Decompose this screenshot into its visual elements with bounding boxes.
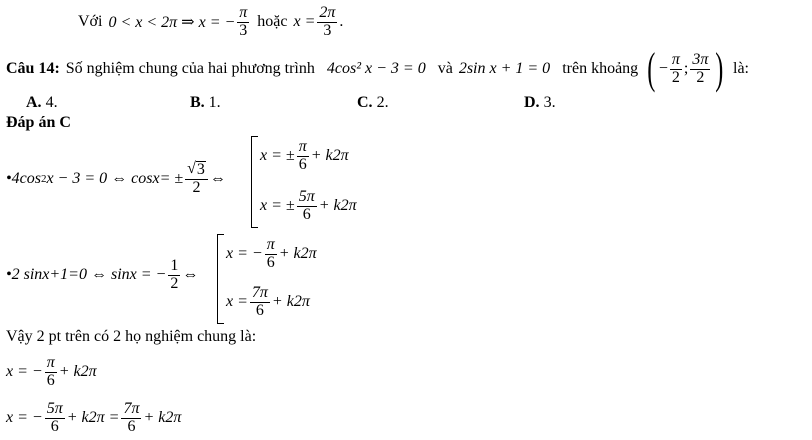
sol-mid: + k2π =: [66, 409, 120, 426]
question-interval-text: trên khoảng: [562, 60, 639, 77]
case-fraction: [297, 189, 317, 224]
intro-fraction-1: [237, 5, 249, 40]
conclusion-text: Vậy 2 pt trên có 2 họ nghiệm chung là:: [6, 328, 257, 345]
frac-num: 7π: [251, 283, 268, 301]
question-eq2: 2sin x + 1 = 0: [458, 60, 551, 77]
step2-arrow: ⇔: [182, 266, 199, 283]
step2-case1: [226, 232, 317, 276]
step2-lhs: •2 sinx+1=0 ⇔ sinx = −: [6, 266, 167, 283]
option-value: 1.: [208, 94, 221, 111]
frac-num: 5π: [46, 399, 63, 417]
sol-post: + k2π: [143, 409, 182, 426]
option-d: [524, 94, 556, 112]
step1-lhs2: x − 3 = 0 ⇔ cosx= ±: [46, 170, 184, 187]
frac-num: 7π: [123, 399, 140, 417]
step1-fraction: [185, 161, 208, 197]
left-paren: (: [647, 44, 656, 93]
solution-2: [6, 396, 181, 440]
frac-den: 6: [298, 155, 307, 173]
frac-num: π: [266, 235, 275, 253]
case-post: + k2π: [278, 245, 317, 262]
frac-num: π: [46, 353, 55, 371]
sqrt: √ 3: [187, 160, 205, 179]
frac-den: 3: [239, 21, 248, 39]
frac-num: 5π: [298, 187, 315, 205]
sol-pre: x = −: [6, 409, 43, 426]
interval-separator: ;: [683, 60, 689, 77]
question-tail: là:: [733, 60, 749, 77]
intro-prefix: Với: [78, 13, 103, 30]
option-b: [190, 94, 221, 112]
intro-fraction-2: [317, 5, 337, 40]
step1-case2: [260, 184, 357, 228]
step2-case2: [226, 280, 310, 324]
right-paren: ): [715, 44, 724, 93]
frac-den: 2: [696, 68, 705, 86]
case-fraction: [297, 139, 309, 174]
option-letter: B.: [190, 94, 205, 111]
sol-fraction: [45, 355, 57, 390]
case-fraction: [250, 285, 270, 320]
solution-1: [6, 350, 97, 394]
frac-num: 1: [170, 256, 179, 274]
case-post: + k2π: [310, 147, 349, 164]
question-line: [6, 46, 749, 92]
frac-num: 3π: [692, 50, 709, 68]
frac-den: 6: [302, 205, 311, 223]
option-letter: D.: [524, 94, 540, 111]
option-letter: C.: [357, 94, 373, 111]
case-post: + k2π: [271, 293, 310, 310]
frac-den: 6: [50, 417, 59, 435]
question-text: Số nghiệm chung của hai phương trình: [65, 60, 315, 77]
sol-post: + k2π: [58, 363, 97, 380]
step2-bracket: [217, 234, 224, 324]
option-value: 4.: [45, 94, 58, 111]
interval-fraction-b: [690, 52, 710, 87]
step1-bracket: [251, 136, 258, 228]
frac-num: 2π: [319, 3, 336, 21]
option-value: 3.: [543, 94, 556, 111]
step2-fraction: [168, 258, 180, 293]
intro-x-eq: x =: [293, 13, 316, 30]
frac-num: π: [298, 137, 307, 155]
intro-joiner: hoặc: [257, 13, 288, 30]
step1-case1: [260, 134, 349, 178]
sol-pre: x = −: [6, 363, 43, 380]
sqrt-radicand: 3: [196, 161, 205, 179]
step1-lhs: •4cos: [6, 170, 41, 187]
frac-num: π: [671, 50, 680, 68]
question-label: Câu 14:: [6, 60, 60, 77]
option-value: 2.: [376, 94, 389, 111]
option-letter: A.: [26, 94, 42, 111]
case-post: + k2π: [318, 197, 357, 214]
interval-fraction-a: [670, 52, 682, 87]
answer-label: Đáp án C: [6, 114, 71, 131]
sol-fraction-1: [45, 401, 65, 436]
frac-den: 6: [266, 253, 275, 271]
option-c: [357, 94, 389, 112]
question-and: và: [437, 60, 453, 77]
step1-line: [6, 154, 226, 204]
intro-end: .: [339, 13, 344, 30]
sol-fraction-2: [121, 401, 141, 436]
frac-den: 2: [170, 274, 179, 292]
step2-line: [6, 250, 198, 300]
frac-den: 2: [671, 68, 680, 86]
frac-den: 6: [255, 301, 264, 319]
option-a: [26, 94, 58, 112]
case-fraction: [265, 237, 277, 272]
case-pre: x = ±: [260, 197, 295, 214]
question-eq1: 4cos² x − 3 = 0: [326, 60, 426, 77]
frac-den: 3: [323, 21, 332, 39]
step1-arrow: ⇔: [209, 170, 226, 187]
frac-den: 6: [46, 371, 55, 389]
frac-den: 2: [192, 179, 201, 196]
case-pre: x = −: [226, 245, 263, 262]
interval-sign: −: [658, 60, 668, 77]
intro-line: [78, 2, 343, 42]
frac-num: π: [239, 3, 248, 21]
frac-num: [185, 161, 208, 180]
intro-condition: 0 < x < 2π ⇒ x = −: [108, 14, 236, 31]
case-pre: x =: [226, 293, 248, 310]
case-pre: x = ±: [260, 147, 295, 164]
square-sup: 2: [40, 173, 47, 185]
frac-den: 6: [127, 417, 136, 435]
